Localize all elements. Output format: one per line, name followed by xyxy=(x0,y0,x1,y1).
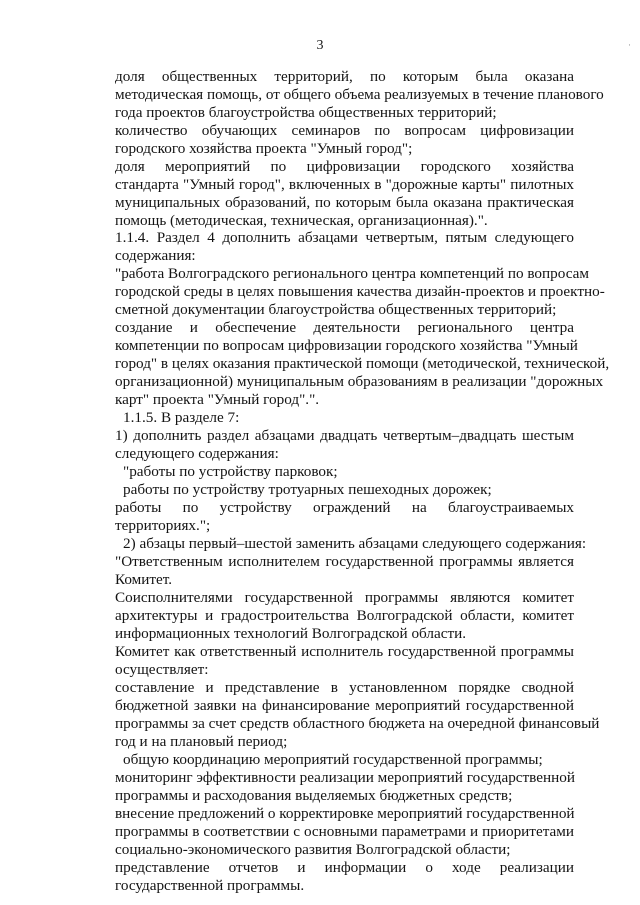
text-line: "работы по устройству парковок; xyxy=(123,463,338,480)
text-line: городской среды в целях повышения качества дизайн-проектов и проектно- xyxy=(115,283,605,300)
text-line: организационной) муниципальным образованиям в реализации "дорожных xyxy=(115,373,604,390)
text-line: содержания: xyxy=(115,247,196,264)
text-line: доля мероприятий по цифровизации городского хозяйства xyxy=(115,158,574,175)
text-line: архитектуры и градостроительства Волгоградской области, комитет xyxy=(115,607,574,624)
text-line: внесение предложений о корректировке мероприятий государственной xyxy=(115,805,575,822)
text-line: программы за счет средств областного бюджета на очередной финансовый xyxy=(115,715,600,732)
text-line: компетенции по вопросам цифровизации городского хозяйства "Умный xyxy=(115,337,578,354)
text-line: социально-экономического развития Волгоградской области; xyxy=(115,841,511,858)
text-line: Комитет. xyxy=(115,571,173,588)
text-line: город" в целях оказания практической помощи (методической, технической, xyxy=(115,355,610,372)
text-line: бюджетной заявки на финансирование мероприятий государственной xyxy=(115,697,574,714)
text-line: создание и обеспечение деятельности регионального центра xyxy=(115,319,574,336)
text-line: городского хозяйства проекта "Умный город"; xyxy=(115,140,413,157)
text-line: составление и представление в установленном порядке сводной xyxy=(115,679,574,696)
text-line: 1.1.5. В разделе 7: xyxy=(123,409,240,426)
text-line: информационных технологий Волгоградской области. xyxy=(115,625,467,642)
text-line: государственной программы. xyxy=(115,877,305,894)
text-line: территориях."; xyxy=(115,517,211,534)
text-line: доля общественных территорий, по которым была оказана xyxy=(115,68,574,85)
text-line: работы по устройству ограждений на благоустраиваемых xyxy=(115,499,574,516)
text-line: сметной документации благоустройства общественных территорий; xyxy=(115,301,557,318)
text-line: стандарта "Умный город", включенных в "дорожные карты" пилотных xyxy=(115,176,574,193)
text-line: года проектов благоустройства общественных территорий; xyxy=(115,104,497,121)
text-line: следующего содержания: xyxy=(115,445,279,462)
text-line: 1) дополнить раздел абзацами двадцать четвертым–двадцать шестым xyxy=(115,427,574,444)
text-line: муниципальных образований, по которым была оказана практическая xyxy=(115,194,574,211)
scan-edge-mark: · xyxy=(628,40,631,50)
text-line: Соисполнителями государственной программы являются комитет xyxy=(115,589,574,606)
text-line: "Ответственным исполнителем государственной программы является xyxy=(115,553,574,570)
text-line: работы по устройству тротуарных пешеходных дорожек; xyxy=(123,481,492,498)
text-line: карт" проекта "Умный город".". xyxy=(115,391,320,408)
text-line: количество обучающих семинаров по вопросам цифровизации xyxy=(115,122,574,139)
text-line: помощь (методическая, техническая, организационная).". xyxy=(115,212,488,229)
text-line: осуществляет: xyxy=(115,661,209,678)
text-line: "работа Волгоградского регионального центра компетенций по вопросам xyxy=(115,265,589,282)
text-line: общую координацию мероприятий государственной программы; xyxy=(123,751,543,768)
text-line: 2) абзацы первый–шестой заменить абзацами следующего содержания: xyxy=(123,535,587,552)
text-line: год и на плановый период; xyxy=(115,733,288,750)
text-line: мониторинг эффективности реализации мероприятий государственной xyxy=(115,769,575,786)
text-line: Комитет как ответственный исполнитель государственной программы xyxy=(115,643,574,660)
text-line: 1.1.4. Раздел 4 дополнить абзацами четвертым, пятым следующего xyxy=(115,229,574,246)
text-line: программы в соответствии с основными параметрами и приоритетами xyxy=(115,823,574,840)
text-line: методическая помощь, от общего объема реализуемых в течение планового xyxy=(115,86,604,103)
text-line: программы и расходования выделяемых бюджетных средств; xyxy=(115,787,513,804)
text-line: представление отчетов и информации о ходе реализации xyxy=(115,859,574,876)
page-number: 3 xyxy=(316,38,324,53)
